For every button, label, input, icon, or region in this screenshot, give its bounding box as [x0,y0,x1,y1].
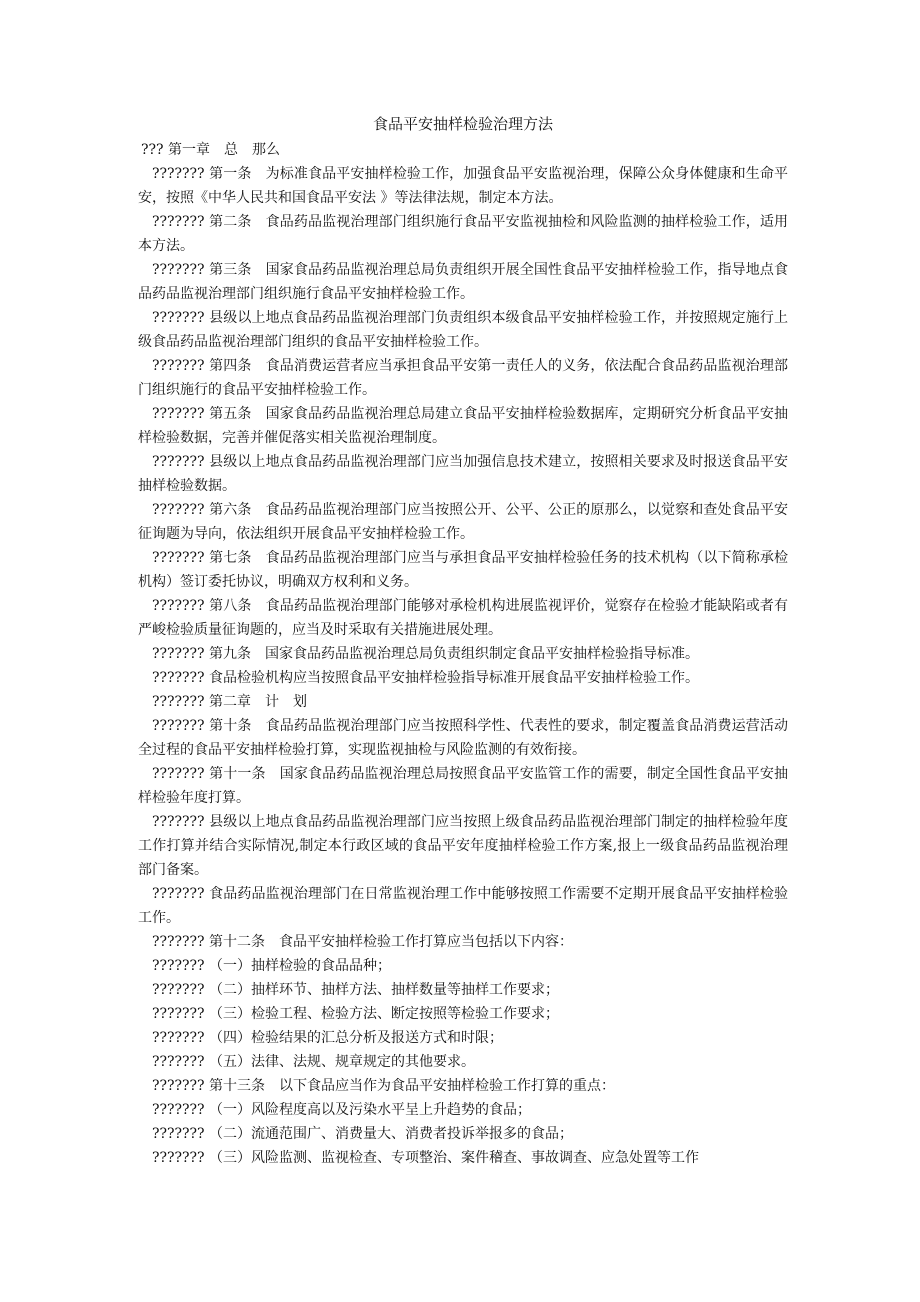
paragraph: ??????? 第四条 食品消费运营者应当承担食品平安第一责任人的义务，依法配合食品药品监视治理部门组织施行的食品平安抽样检验工作。 [138,358,788,398]
paragraph: ??????? 第八条 食品药品监视治理部门能够对承检机构进展监视评价，觉察存在检验才能缺陷或者有严峻检验质量征询题的，应当及时采取有关措施进展处理。 [138,598,788,638]
paragraph: ??????? 第六条 食品药品监视治理部门应当按照公开、公平、公正的原那么，以觉察和查处食品平安征询题为导向，依法组织开展食品平安抽样检验工作。 [138,502,788,542]
list-item: ??????? （五）法律、法规、规章规定的其他要求。 [152,1054,475,1070]
list-item: ??????? （一）抽样检验的食品品种； [152,958,391,974]
list-item: ??????? （三）检验工程、检验方法、断定按照等检验工作要求； [152,1006,559,1022]
paragraph: ??????? 县级以上地点食品药品监视治理部门应当按照上级食品药品监视治理部门制定的抽样检验年度工作打算并结合实际情况,制定本行政区域的食品平安年度抽样检验工作方案,报上一级食品药品监视治理部门备案。 [138,814,788,878]
list-item: ??????? （一）风险程度高以及污染水平呈上升趋势的食品； [152,1102,531,1118]
list-item: ??????? （三）风险监测、监视检查、专项整治、案件稽查、事故调查、应急处置等工作 [152,1150,699,1166]
paragraph: ??????? 第十三条 以下食品应当作为食品平安抽样检验工作打算的重点： [152,1078,615,1094]
paragraph: ??????? 第三条 国家食品药品监视治理总局负责组织开展全国性食品平安抽样检验工作，指导地点食品药品监视治理部门组织施行食品平安抽样检验工作。 [138,262,788,302]
list-item: ??????? （二）流通范围广、消费量大、消费者投诉举报多的食品； [152,1126,573,1142]
paragraph: ??????? 第五条 国家食品药品监视治理总局建立食品平安抽样检验数据库，定期研究分析食品平安抽样检验数据，完善并催促落实相关监视治理制度。 [138,406,788,446]
list-item: ??????? （四）检验结果的汇总分析及报送方式和时限； [152,1030,503,1046]
paragraph: ??????? 第二条 食品药品监视治理部门组织施行食品平安监视抽检和风险监测的抽样检验工作，适用本方法。 [138,214,788,254]
paragraph: ??????? 第十条 食品药品监视治理部门应当按照科学性、代表性的要求，制定覆盖食品消费运营活动全过程的食品平安抽样检验打算，实现监视抽检与风险监测的有效衔接。 [138,718,788,758]
paragraph: ??????? 第七条 食品药品监视治理部门应当与承担食品平安抽样检验任务的技术机构（以下简称承检机构）签订委托协议，明确双方权利和义务。 [138,550,788,590]
paragraph: ??????? 第九条 国家食品药品监视治理总局负责组织制定食品平安抽样检验指导标准。 [152,646,699,662]
paragraph: ??????? 县级以上地点食品药品监视治理部门负责组织本级食品平安抽样检验工作，并按照规定施行上级食品药品监视治理部门组织的食品平安抽样检验工作。 [138,310,788,350]
chapter-heading: ??????? 第二章 计 划 [152,694,307,710]
paragraph: ??????? 第十一条 国家食品药品监视治理总局按照食品平安监管工作的需要，制定全国性食品平安抽样检验年度打算。 [138,766,788,806]
paragraph: ??????? 食品药品监视治理部门在日常监视治理工作中能够按照工作需要不定期开展食品平安抽样检验工作。 [138,886,788,926]
paragraph: ??????? 县级以上地点食品药品监视治理部门应当加强信息技术建立，按照相关要求及时报送食品平安抽样检验数据。 [138,454,788,494]
document-title: 食品平安抽样检验治理方法 [372,115,553,133]
chapter-heading: ??? 第一章 总 那么 [141,142,280,158]
paragraph: ??????? 第十二条 食品平安抽样检验工作打算应当包括以下内容： [152,934,573,950]
list-item: ??????? （二）抽样环节、抽样方法、抽样数量等抽样工作要求； [152,982,559,998]
paragraph: ??????? 食品检验机构应当按照食品平安抽样检验指导标准开展食品平安抽样检验工作。 [152,670,699,686]
document-page [138,112,788,1170]
paragraph: ??????? 第一条 为标准食品平安抽样检验工作，加强食品平安监视治理，保障公众身体健康和生命平安，按照《中华人民共和国食品平安法 》等法律法规，制定本方法。 [138,166,788,206]
